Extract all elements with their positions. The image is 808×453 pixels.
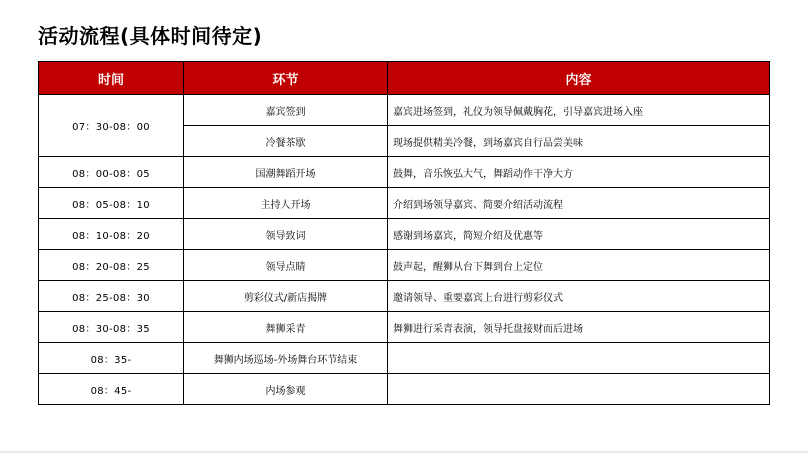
step-cell: 主持人开场 — [184, 188, 388, 219]
table-row — [39, 312, 770, 343]
table-row — [39, 343, 770, 374]
table-header-row — [39, 62, 770, 95]
content-cell: 现场提供精美冷餐，到场嘉宾自行品尝美味 — [388, 126, 770, 157]
content-cell: 鼓舞，音乐恢弘大气，舞蹈动作干净大方 — [388, 157, 770, 188]
table-row — [39, 188, 770, 219]
step-cell: 领导点睛 — [184, 250, 388, 281]
table-row — [39, 219, 770, 250]
schedule-table — [38, 61, 770, 405]
time-cell: 08：45- — [39, 374, 184, 405]
table-row — [39, 281, 770, 312]
table-row — [39, 157, 770, 188]
table-row — [39, 95, 770, 126]
step-cell: 嘉宾签到 — [184, 95, 388, 126]
time-cell: 08：35- — [39, 343, 184, 374]
step-cell: 冷餐茶歇 — [184, 126, 388, 157]
step-cell: 领导致词 — [184, 219, 388, 250]
time-cell: 08：25-08：30 — [39, 281, 184, 312]
content-cell: 感谢到场嘉宾，简短介绍及优惠等 — [388, 219, 770, 250]
content-cell: 介绍到场领导嘉宾、简要介绍活动流程 — [388, 188, 770, 219]
header-time: 时间 — [39, 62, 184, 95]
table-row — [39, 374, 770, 405]
time-cell: 08：05-08：10 — [39, 188, 184, 219]
page-title: 活动流程(具体时间待定) — [38, 24, 263, 48]
step-cell: 舞狮内场巡场-外场舞台环节结束 — [184, 343, 388, 374]
step-cell: 内场参观 — [184, 374, 388, 405]
step-cell: 舞狮采青 — [184, 312, 388, 343]
content-cell: 鼓声起，醒狮从台下舞到台上定位 — [388, 250, 770, 281]
content-cell: 舞狮进行采青表演，领导托盘接财而后进场 — [388, 312, 770, 343]
time-cell: 08：10-08：20 — [39, 219, 184, 250]
table-row — [39, 250, 770, 281]
time-cell: 08：20-08：25 — [39, 250, 184, 281]
step-cell: 国潮舞蹈开场 — [184, 157, 388, 188]
content-cell — [388, 343, 770, 374]
content-cell: 嘉宾进场签到，礼仪为领导佩戴胸花，引导嘉宾进场入座 — [388, 95, 770, 126]
time-cell: 08：00-08：05 — [39, 157, 184, 188]
header-step: 环节 — [184, 62, 388, 95]
content-cell: 邀请领导、重要嘉宾上台进行剪彩仪式 — [388, 281, 770, 312]
header-content: 内容 — [388, 62, 770, 95]
time-cell: 08：30-08：35 — [39, 312, 184, 343]
content-cell — [388, 374, 770, 405]
time-cell: 07：30-08：00 — [39, 95, 184, 157]
step-cell: 剪彩仪式/新店揭牌 — [184, 281, 388, 312]
